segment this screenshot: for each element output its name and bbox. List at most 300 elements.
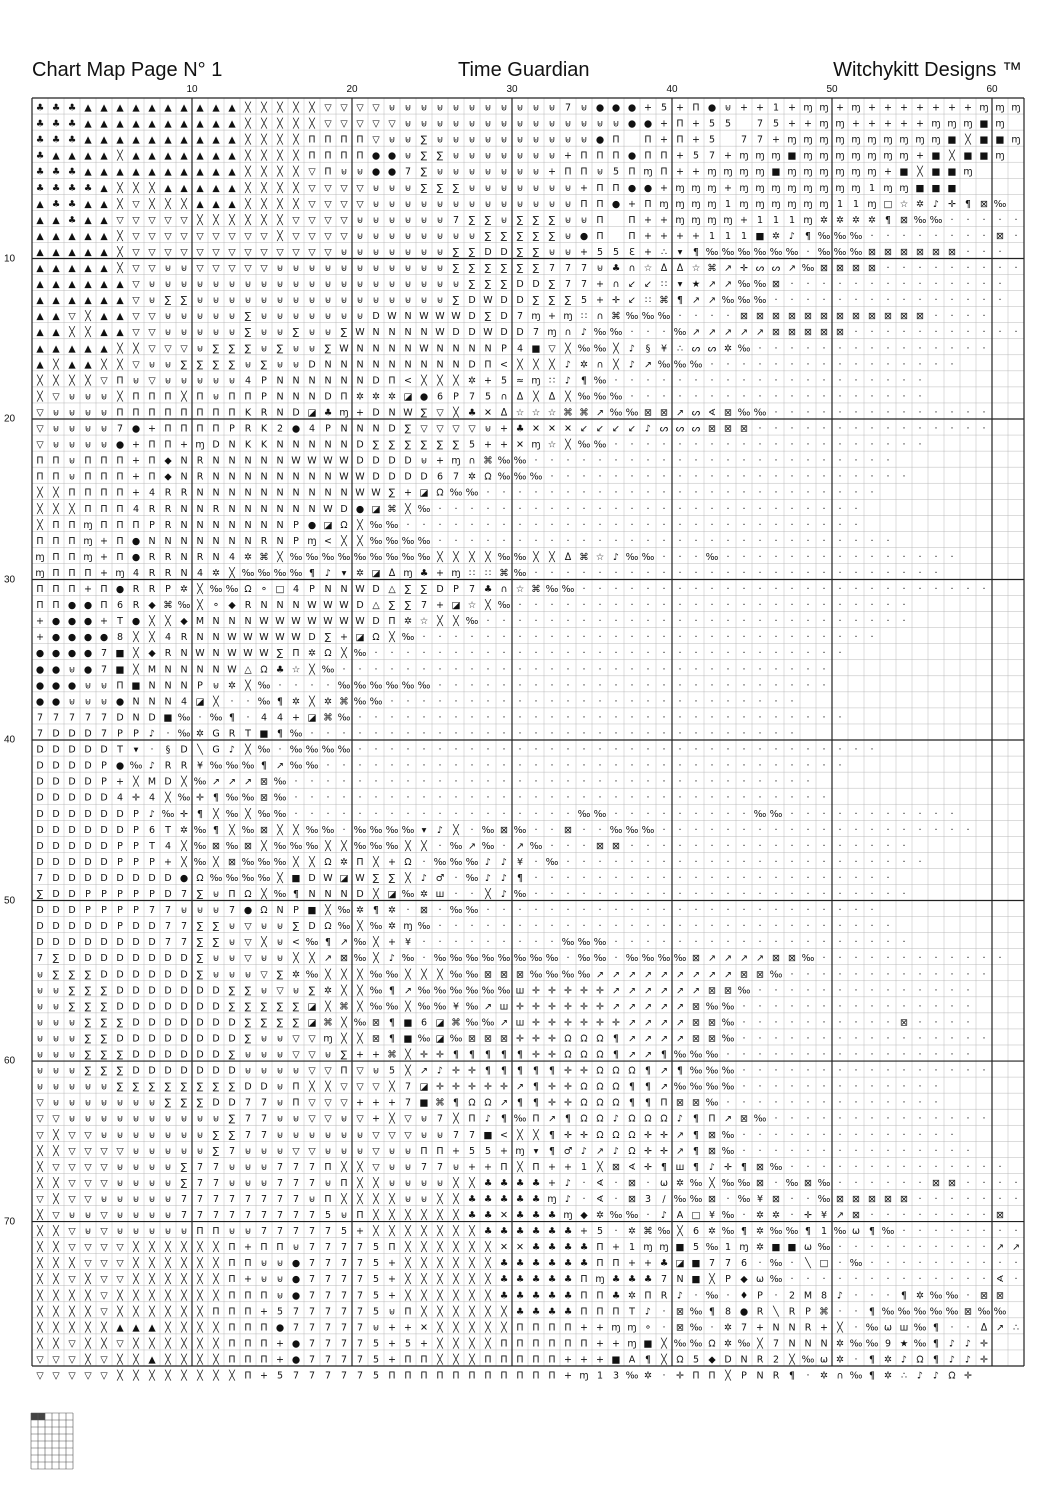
- chart-cell: ·: [678, 696, 681, 707]
- chart-cell: ·: [806, 247, 809, 258]
- chart-cell: ·: [806, 873, 809, 884]
- chart-cell: 6: [117, 600, 123, 611]
- chart-cell: ·: [822, 1033, 825, 1044]
- chart-cell: ·: [662, 632, 665, 643]
- chart-cell: ◆: [228, 600, 236, 611]
- chart-cell: ∷: [645, 295, 651, 306]
- chart-cell: ·: [886, 616, 889, 627]
- chart-cell: D: [500, 247, 507, 258]
- chart-cell: ‰: [722, 1082, 735, 1093]
- chart-cell: ↗: [756, 953, 764, 964]
- chart-cell: Π: [612, 1258, 619, 1269]
- chart-cell: ╳: [452, 1193, 460, 1205]
- chart-cell: ╳: [36, 1289, 44, 1301]
- chart-cell: ╳: [484, 1305, 492, 1317]
- chart-cell: ·: [630, 841, 633, 852]
- chart-cell: ·: [742, 1210, 745, 1221]
- chart-cell: ▽: [116, 1146, 124, 1157]
- chart-cell: P: [501, 343, 507, 354]
- chart-cell: ɱ: [659, 1242, 668, 1253]
- chart-cell: 2: [773, 1354, 779, 1365]
- chart-cell: ∑: [421, 135, 428, 146]
- chart-cell: ·: [774, 985, 777, 996]
- chart-cell: ⊠: [228, 857, 236, 868]
- chart-cell: ●: [52, 616, 60, 627]
- chart-cell: ⊎: [357, 1146, 364, 1157]
- chart-cell: ⊎: [405, 231, 412, 242]
- chart-cell: ·: [982, 279, 985, 290]
- chart-cell: ·: [806, 664, 809, 675]
- chart-cell: 7: [341, 1290, 347, 1301]
- chart-cell: ·: [694, 600, 697, 611]
- chart-cell: ·: [710, 728, 713, 739]
- chart-cell: ·: [822, 600, 825, 611]
- chart-cell: ‰: [658, 359, 671, 370]
- chart-cell: ·: [278, 680, 281, 691]
- chart-cell: ·: [918, 407, 921, 418]
- chart-cell: ‰: [450, 905, 463, 916]
- chart-cell: N: [228, 440, 235, 451]
- chart-cell: ·: [438, 793, 441, 804]
- chart-cell: ╳: [68, 1305, 76, 1317]
- chart-cell: ⊎: [597, 119, 604, 130]
- chart-cell: ·: [150, 745, 153, 756]
- chart-cell: ∑: [517, 247, 524, 258]
- chart-cell: D: [100, 953, 107, 964]
- chart-cell: ·: [726, 584, 729, 595]
- chart-cell: ·: [758, 728, 761, 739]
- chart-cell: Π: [164, 440, 171, 451]
- chart-cell: ·: [758, 745, 761, 756]
- chart-cell: ⊎: [229, 953, 236, 964]
- chart-cell: ╳: [500, 1321, 508, 1333]
- chart-cell: ▲: [228, 183, 236, 194]
- chart-cell: ↗: [596, 407, 604, 418]
- chart-cell: ·: [694, 664, 697, 675]
- chart-cell: N: [420, 359, 427, 370]
- column-number: 50: [826, 84, 837, 95]
- chart-cell: ↗: [516, 841, 524, 852]
- chart-cell: 5: [501, 375, 507, 386]
- chart-cell: ·: [774, 488, 777, 499]
- chart-cell: ·: [886, 343, 889, 354]
- chart-cell: ·: [854, 841, 857, 852]
- chart-cell: ⊠: [852, 311, 860, 322]
- chart-cell: ·: [790, 761, 793, 772]
- chart-cell: ·: [774, 1290, 777, 1301]
- chart-cell: ·: [774, 873, 777, 884]
- chart-cell: ·: [726, 552, 729, 563]
- chart-cell: N: [292, 600, 299, 611]
- chart-cell: N: [292, 440, 299, 451]
- chart-cell: ·: [838, 600, 841, 611]
- chart-cell: Π: [244, 1258, 251, 1269]
- chart-cell: R: [165, 648, 172, 659]
- chart-cell: 7: [309, 1306, 315, 1317]
- chart-cell: ⌘: [611, 311, 621, 322]
- chart-cell: ·: [374, 793, 377, 804]
- chart-cell: ‰: [626, 311, 639, 322]
- chart-cell: D: [84, 857, 91, 868]
- chart-cell: Π: [676, 135, 683, 146]
- chart-cell: ·: [966, 1290, 969, 1301]
- chart-cell: ɱ: [531, 311, 540, 322]
- chart-cell: ·: [246, 712, 249, 723]
- chart-cell: ·: [806, 905, 809, 916]
- chart-cell: ▽: [228, 247, 236, 258]
- chart-cell: ⊎: [245, 1146, 252, 1157]
- chart-cell: ▲: [212, 151, 220, 162]
- chart-cell: ·: [742, 841, 745, 852]
- chart-cell: ɱ: [627, 1338, 636, 1349]
- chart-cell: ‰: [594, 809, 607, 820]
- chart-cell: ⊎: [85, 407, 92, 418]
- chart-cell: ↗: [644, 1017, 652, 1028]
- chart-cell: ·: [662, 696, 665, 707]
- chart-cell: ·: [470, 520, 473, 531]
- chart-cell: ·: [662, 568, 665, 579]
- chart-cell: ✲: [676, 1178, 684, 1189]
- chart-cell: ‰: [594, 953, 607, 964]
- chart-cell: Π: [212, 1306, 219, 1317]
- chart-cell: ╳: [612, 342, 620, 354]
- chart-cell: Π: [612, 151, 619, 162]
- chart-cell: ·: [870, 407, 873, 418]
- chart-cell: N: [276, 472, 283, 483]
- chart-cell: 5: [389, 1066, 395, 1077]
- chart-cell: N: [420, 327, 427, 338]
- chart-cell: D: [212, 1001, 219, 1012]
- chart-cell: 7: [309, 1242, 315, 1253]
- chart-cell: ·: [902, 616, 905, 627]
- chart-cell: ╳: [532, 1129, 540, 1141]
- chart-cell: ·: [758, 584, 761, 595]
- chart-cell: ●: [292, 1258, 300, 1269]
- chart-cell: ·: [422, 520, 425, 531]
- chart-cell: ⊎: [341, 1146, 348, 1157]
- chart-cell: ·: [518, 937, 521, 948]
- chart-cell: ∑: [421, 167, 428, 178]
- chart-cell: ╳: [404, 503, 412, 515]
- chart-cell: Π: [116, 680, 123, 691]
- chart-cell: ╳: [276, 198, 284, 210]
- chart-cell: 7: [325, 1371, 331, 1382]
- chart-cell: ·: [870, 1146, 873, 1157]
- chart-cell: ✛: [436, 1082, 444, 1093]
- chart-cell: P: [101, 761, 107, 772]
- chart-cell: 7: [293, 1306, 299, 1317]
- chart-cell: ·: [790, 825, 793, 836]
- chart-cell: ☆: [532, 407, 541, 418]
- chart-cell: ·: [566, 777, 569, 788]
- chart-cell: ‰: [418, 1033, 431, 1044]
- chart-cell: Π: [212, 424, 219, 435]
- chart-cell: ⊎: [149, 1178, 156, 1189]
- chart-cell: ♪: [389, 953, 395, 964]
- chart-cell: ‰: [386, 1001, 399, 1012]
- chart-cell: 5: [373, 1338, 379, 1349]
- chart-cell: ∑: [421, 183, 428, 194]
- chart-cell: ¶: [389, 1033, 395, 1044]
- chart-cell: 7: [229, 1210, 235, 1221]
- chart-cell: ●: [116, 761, 124, 772]
- chart-cell: ✲: [420, 889, 428, 900]
- symbol-grid: [32, 98, 1025, 1367]
- chart-cell: ●: [116, 696, 124, 707]
- chart-cell: ♣: [276, 664, 285, 675]
- chart-cell: ╳: [244, 134, 252, 146]
- chart-cell: ╳: [228, 214, 236, 226]
- chart-cell: ·: [470, 937, 473, 948]
- chart-cell: ⊎: [517, 103, 524, 114]
- column-number: 40: [666, 84, 677, 95]
- chart-cell: ‰: [482, 953, 495, 964]
- chart-cell: ·: [662, 440, 665, 451]
- chart-cell: N: [228, 520, 235, 531]
- chart-cell: ♣: [68, 215, 77, 226]
- chart-cell: ∑: [85, 1033, 92, 1044]
- chart-cell: Π: [164, 391, 171, 402]
- chart-cell: ⊎: [421, 199, 428, 210]
- chart-cell: ·: [790, 1050, 793, 1061]
- chart-cell: 7: [197, 1210, 203, 1221]
- chart-cell: ·: [966, 327, 969, 338]
- chart-cell: 7: [725, 1258, 731, 1269]
- chart-cell: ╳: [340, 840, 348, 852]
- chart-cell: ▲: [84, 263, 92, 274]
- chart-cell: Π: [404, 1371, 411, 1382]
- chart-cell: ·: [406, 520, 409, 531]
- chart-cell: ▲: [100, 215, 108, 226]
- chart-cell: ·: [534, 921, 537, 932]
- chart-cell: ¶: [373, 905, 379, 916]
- chart-cell: ✲: [644, 1371, 652, 1382]
- chart-cell: ∑: [277, 1017, 284, 1028]
- chart-cell: +: [644, 247, 652, 258]
- chart-cell: ·: [838, 969, 841, 980]
- chart-cell: N: [196, 520, 203, 531]
- chart-cell: ·: [806, 761, 809, 772]
- chart-cell: ⊎: [405, 119, 412, 130]
- chart-cell: ‰: [418, 552, 431, 563]
- chart-cell: ‰: [770, 247, 783, 258]
- chart-cell: D: [388, 424, 395, 435]
- chart-cell: N: [148, 696, 155, 707]
- chart-cell: ‰: [818, 1194, 831, 1205]
- chart-cell: ◪: [356, 632, 365, 643]
- chart-cell: ▽: [372, 1082, 380, 1093]
- chart-cell: ⊎: [117, 1194, 124, 1205]
- chart-cell: ·: [854, 825, 857, 836]
- chart-cell: ·: [742, 696, 745, 707]
- chart-cell: ♪: [901, 1354, 907, 1365]
- chart-cell: ⊎: [101, 1082, 108, 1093]
- chart-cell: ∑: [181, 359, 188, 370]
- chart-cell: M: [196, 616, 204, 627]
- chart-cell: ·: [742, 648, 745, 659]
- chart-cell: ɱ: [803, 183, 812, 194]
- chart-cell: ■: [644, 1338, 653, 1349]
- chart-cell: ⊎: [229, 311, 236, 322]
- chart-cell: ▽: [324, 231, 332, 242]
- chart-cell: D: [68, 777, 75, 788]
- chart-cell: ⊎: [85, 1114, 92, 1125]
- chart-cell: ¶: [565, 1114, 571, 1125]
- chart-cell: ·: [1014, 1194, 1017, 1205]
- chart-cell: ·: [854, 407, 857, 418]
- chart-cell: ■: [756, 231, 765, 242]
- chart-cell: ∑: [485, 263, 492, 274]
- chart-cell: ⊠: [500, 1033, 508, 1044]
- chart-cell: ·: [438, 632, 441, 643]
- chart-cell: ·: [870, 600, 873, 611]
- chart-cell: ▲: [212, 135, 220, 146]
- chart-cell: ╳: [260, 118, 268, 130]
- chart-cell: ·: [662, 584, 665, 595]
- chart-cell: D: [388, 472, 395, 483]
- chart-cell: N: [676, 1274, 683, 1285]
- chart-cell: ╳: [372, 856, 380, 868]
- chart-cell: ╳: [452, 1337, 460, 1349]
- chart-cell: ·: [854, 1290, 857, 1301]
- chart-cell: ‰: [210, 873, 223, 884]
- chart-cell: ·: [326, 793, 329, 804]
- chart-cell: ‰: [562, 584, 575, 595]
- chart-cell: ‰: [914, 1322, 927, 1333]
- chart-cell: ·: [790, 456, 793, 467]
- chart-cell: ‰: [578, 953, 591, 964]
- chart-cell: ╳: [372, 952, 380, 964]
- chart-cell: N: [324, 889, 331, 900]
- chart-cell: ᐃ: [549, 391, 556, 402]
- chart-cell: ·: [774, 1178, 777, 1189]
- chart-cell: ⊎: [309, 327, 316, 338]
- chart-cell: ·: [726, 728, 729, 739]
- chart-cell: ⊎: [181, 263, 188, 274]
- chart-cell: ·: [838, 359, 841, 370]
- chart-cell: ╳: [52, 1305, 60, 1317]
- chart-cell: ɱ: [883, 151, 892, 162]
- chart-cell: 7: [773, 1338, 779, 1349]
- chart-cell: ∑: [181, 1082, 188, 1093]
- chart-cell: 7: [453, 1130, 459, 1141]
- chart-cell: ‰: [226, 584, 239, 595]
- chart-cell: ·: [950, 969, 953, 980]
- chart-cell: Π: [244, 1290, 251, 1301]
- chart-cell: ɱ: [787, 183, 796, 194]
- chart-cell: ⊎: [37, 969, 44, 980]
- chart-cell: D: [164, 1050, 171, 1061]
- chart-cell: D: [84, 761, 91, 772]
- chart-cell: ⊠: [788, 311, 796, 322]
- chart-cell: ‰: [738, 343, 751, 354]
- chart-cell: ‰: [642, 552, 655, 563]
- chart-cell: ▽: [372, 1130, 380, 1141]
- chart-cell: Π: [516, 1354, 523, 1365]
- chart-cell: ·: [998, 279, 1001, 290]
- chart-cell: ‰: [690, 1306, 703, 1317]
- chart-cell: ☆: [468, 600, 477, 611]
- chart-cell: ·: [854, 889, 857, 900]
- chart-cell: ·: [854, 809, 857, 820]
- chart-cell: ·: [742, 472, 745, 483]
- chart-cell: ╳: [36, 1209, 44, 1221]
- chart-cell: ᘯ: [468, 1098, 476, 1109]
- chart-cell: ⊎: [133, 1146, 140, 1157]
- chart-cell: ¥: [197, 761, 203, 772]
- chart-cell: ·: [774, 1130, 777, 1141]
- chart-cell: ·: [678, 921, 681, 932]
- chart-cell: ·: [902, 295, 905, 306]
- chart-cell: ⊎: [101, 391, 108, 402]
- chart-cell: ·: [486, 504, 489, 515]
- chart-cell: ╳: [660, 1337, 668, 1349]
- chart-cell: ╳: [164, 1273, 172, 1285]
- chart-cell: +: [356, 407, 364, 418]
- chart-cell: ╳: [196, 1273, 204, 1285]
- chart-cell: ·: [726, 921, 729, 932]
- chart-cell: ∑: [533, 231, 540, 242]
- chart-cell: ⊎: [85, 680, 92, 691]
- chart-cell: ·: [838, 873, 841, 884]
- chart-cell: ‰: [402, 825, 415, 836]
- chart-cell: ‰: [514, 889, 527, 900]
- chart-cell: ⊎: [133, 1098, 140, 1109]
- chart-cell: Π: [644, 199, 651, 210]
- chart-cell: +: [724, 151, 732, 162]
- chart-cell: Π: [116, 504, 123, 515]
- chart-cell: ▲: [164, 151, 172, 162]
- chart-cell: 7: [309, 1178, 315, 1189]
- chart-cell: ◆: [180, 616, 188, 627]
- chart-cell: N: [276, 456, 283, 467]
- chart-cell: D: [228, 1033, 235, 1044]
- chart-cell: Π: [580, 151, 587, 162]
- chart-cell: ·: [790, 568, 793, 579]
- chart-cell: ⚬: [212, 600, 220, 611]
- chart-cell: ⚬: [260, 584, 268, 595]
- chart-cell: ·: [854, 424, 857, 435]
- chart-cell: ⊎: [69, 664, 76, 675]
- chart-cell: ⊎: [373, 231, 380, 242]
- chart-cell: ⊠: [740, 424, 748, 435]
- chart-cell: ∑: [485, 231, 492, 242]
- chart-cell: D: [308, 632, 315, 643]
- chart-cell: ·: [406, 761, 409, 772]
- chart-cell: ⊠: [260, 777, 268, 788]
- chart-cell: ‰: [450, 985, 463, 996]
- chart-cell: ·: [678, 889, 681, 900]
- chart-cell: ·: [886, 600, 889, 611]
- chart-cell: ·: [406, 728, 409, 739]
- chart-cell: ✛: [564, 1017, 572, 1028]
- chart-cell: R: [661, 1290, 668, 1301]
- chart-cell: ‰: [594, 327, 607, 338]
- chart-cell: D: [356, 600, 363, 611]
- chart-cell: ᘯ: [324, 921, 332, 932]
- chart-cell: ·: [614, 568, 617, 579]
- chart-cell: ·: [422, 937, 425, 948]
- chart-cell: ·: [918, 231, 921, 242]
- chart-cell: ‰: [338, 905, 351, 916]
- chart-cell: ♣: [516, 1290, 525, 1301]
- chart-cell: ∑: [485, 279, 492, 290]
- chart-cell: Π: [340, 1066, 347, 1077]
- chart-cell: ɱ: [83, 536, 92, 547]
- chart-cell: ·: [790, 440, 793, 451]
- chart-cell: ∑: [245, 311, 252, 322]
- chart-cell: Π: [68, 520, 75, 531]
